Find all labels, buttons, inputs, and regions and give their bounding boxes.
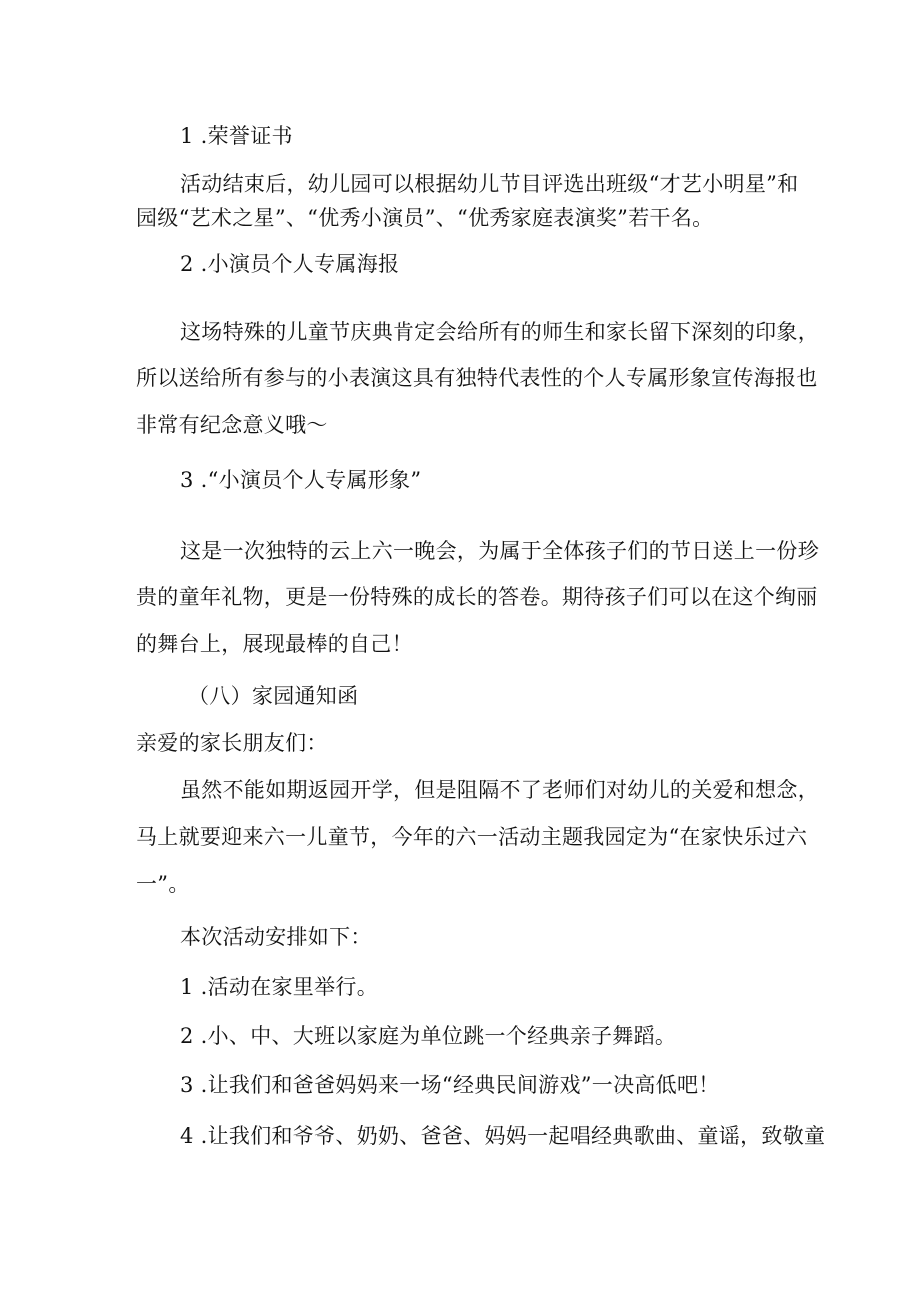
paragraph-line: 的舞台上，展现最棒的自己！ (136, 632, 413, 656)
paragraph-line: 贵的童年礼物，更是一份特殊的成长的答卷。期待孩子们可以在这个绚丽 (136, 585, 818, 609)
paragraph-line: 活动结束后，幼儿园可以根据幼儿节目评选出班级“才艺小明星”和 (180, 172, 799, 196)
list-item: 2 .小、中、大班以家庭为单位跳一个经典亲子舞蹈。 (180, 1024, 677, 1048)
list-item: 3 .让我们和爸爸妈妈来一场“经典民间游戏”一决高低吧！ (180, 1073, 720, 1097)
paragraph-line: 马上就要迎来六一儿童节，今年的六一活动主题我园定为“在家快乐过六 (136, 825, 808, 849)
paragraph-line: 非常有纪念意义哦～ (136, 413, 328, 437)
paragraph-line: 园级“艺术之星”、“优秀小演员”、“优秀家庭表演奖”若干名。 (136, 206, 714, 230)
paragraph-line: 本次活动安排如下： (180, 925, 372, 949)
greeting-line: 亲爱的家长朋友们： (136, 731, 328, 755)
paragraph-line: 这场特殊的儿童节庆典肯定会给所有的师生和家长留下深刻的印象， (180, 320, 819, 344)
paragraph-line: 所以送给所有参与的小表演这具有独特代表性的个人专属形象宣传海报也 (136, 366, 818, 390)
paragraph-line: 虽然不能如期返园开学，但是阻隔不了老师们对幼儿的关爱和想念， (180, 778, 819, 802)
section-heading-image: 3 .“小演员个人专属形象” (180, 468, 422, 492)
list-item: 4 .让我们和爷爷、奶奶、爸爸、妈妈一起唱经典歌曲、童谣，致敬童 (180, 1124, 826, 1148)
paragraph-line: 一”。 (136, 872, 190, 896)
list-item: 1 .活动在家里举行。 (180, 975, 379, 999)
section-heading-honor-certificate: 1 .荣誉证书 (180, 124, 293, 148)
paragraph-line: 这是一次独特的云上六一晚会，为属于全体孩子们的节日送上一份珍 (180, 539, 819, 563)
section-heading-poster: 2 .小演员个人专属海报 (180, 252, 400, 276)
section-heading-notice: （八）家园通知函 (188, 684, 359, 708)
